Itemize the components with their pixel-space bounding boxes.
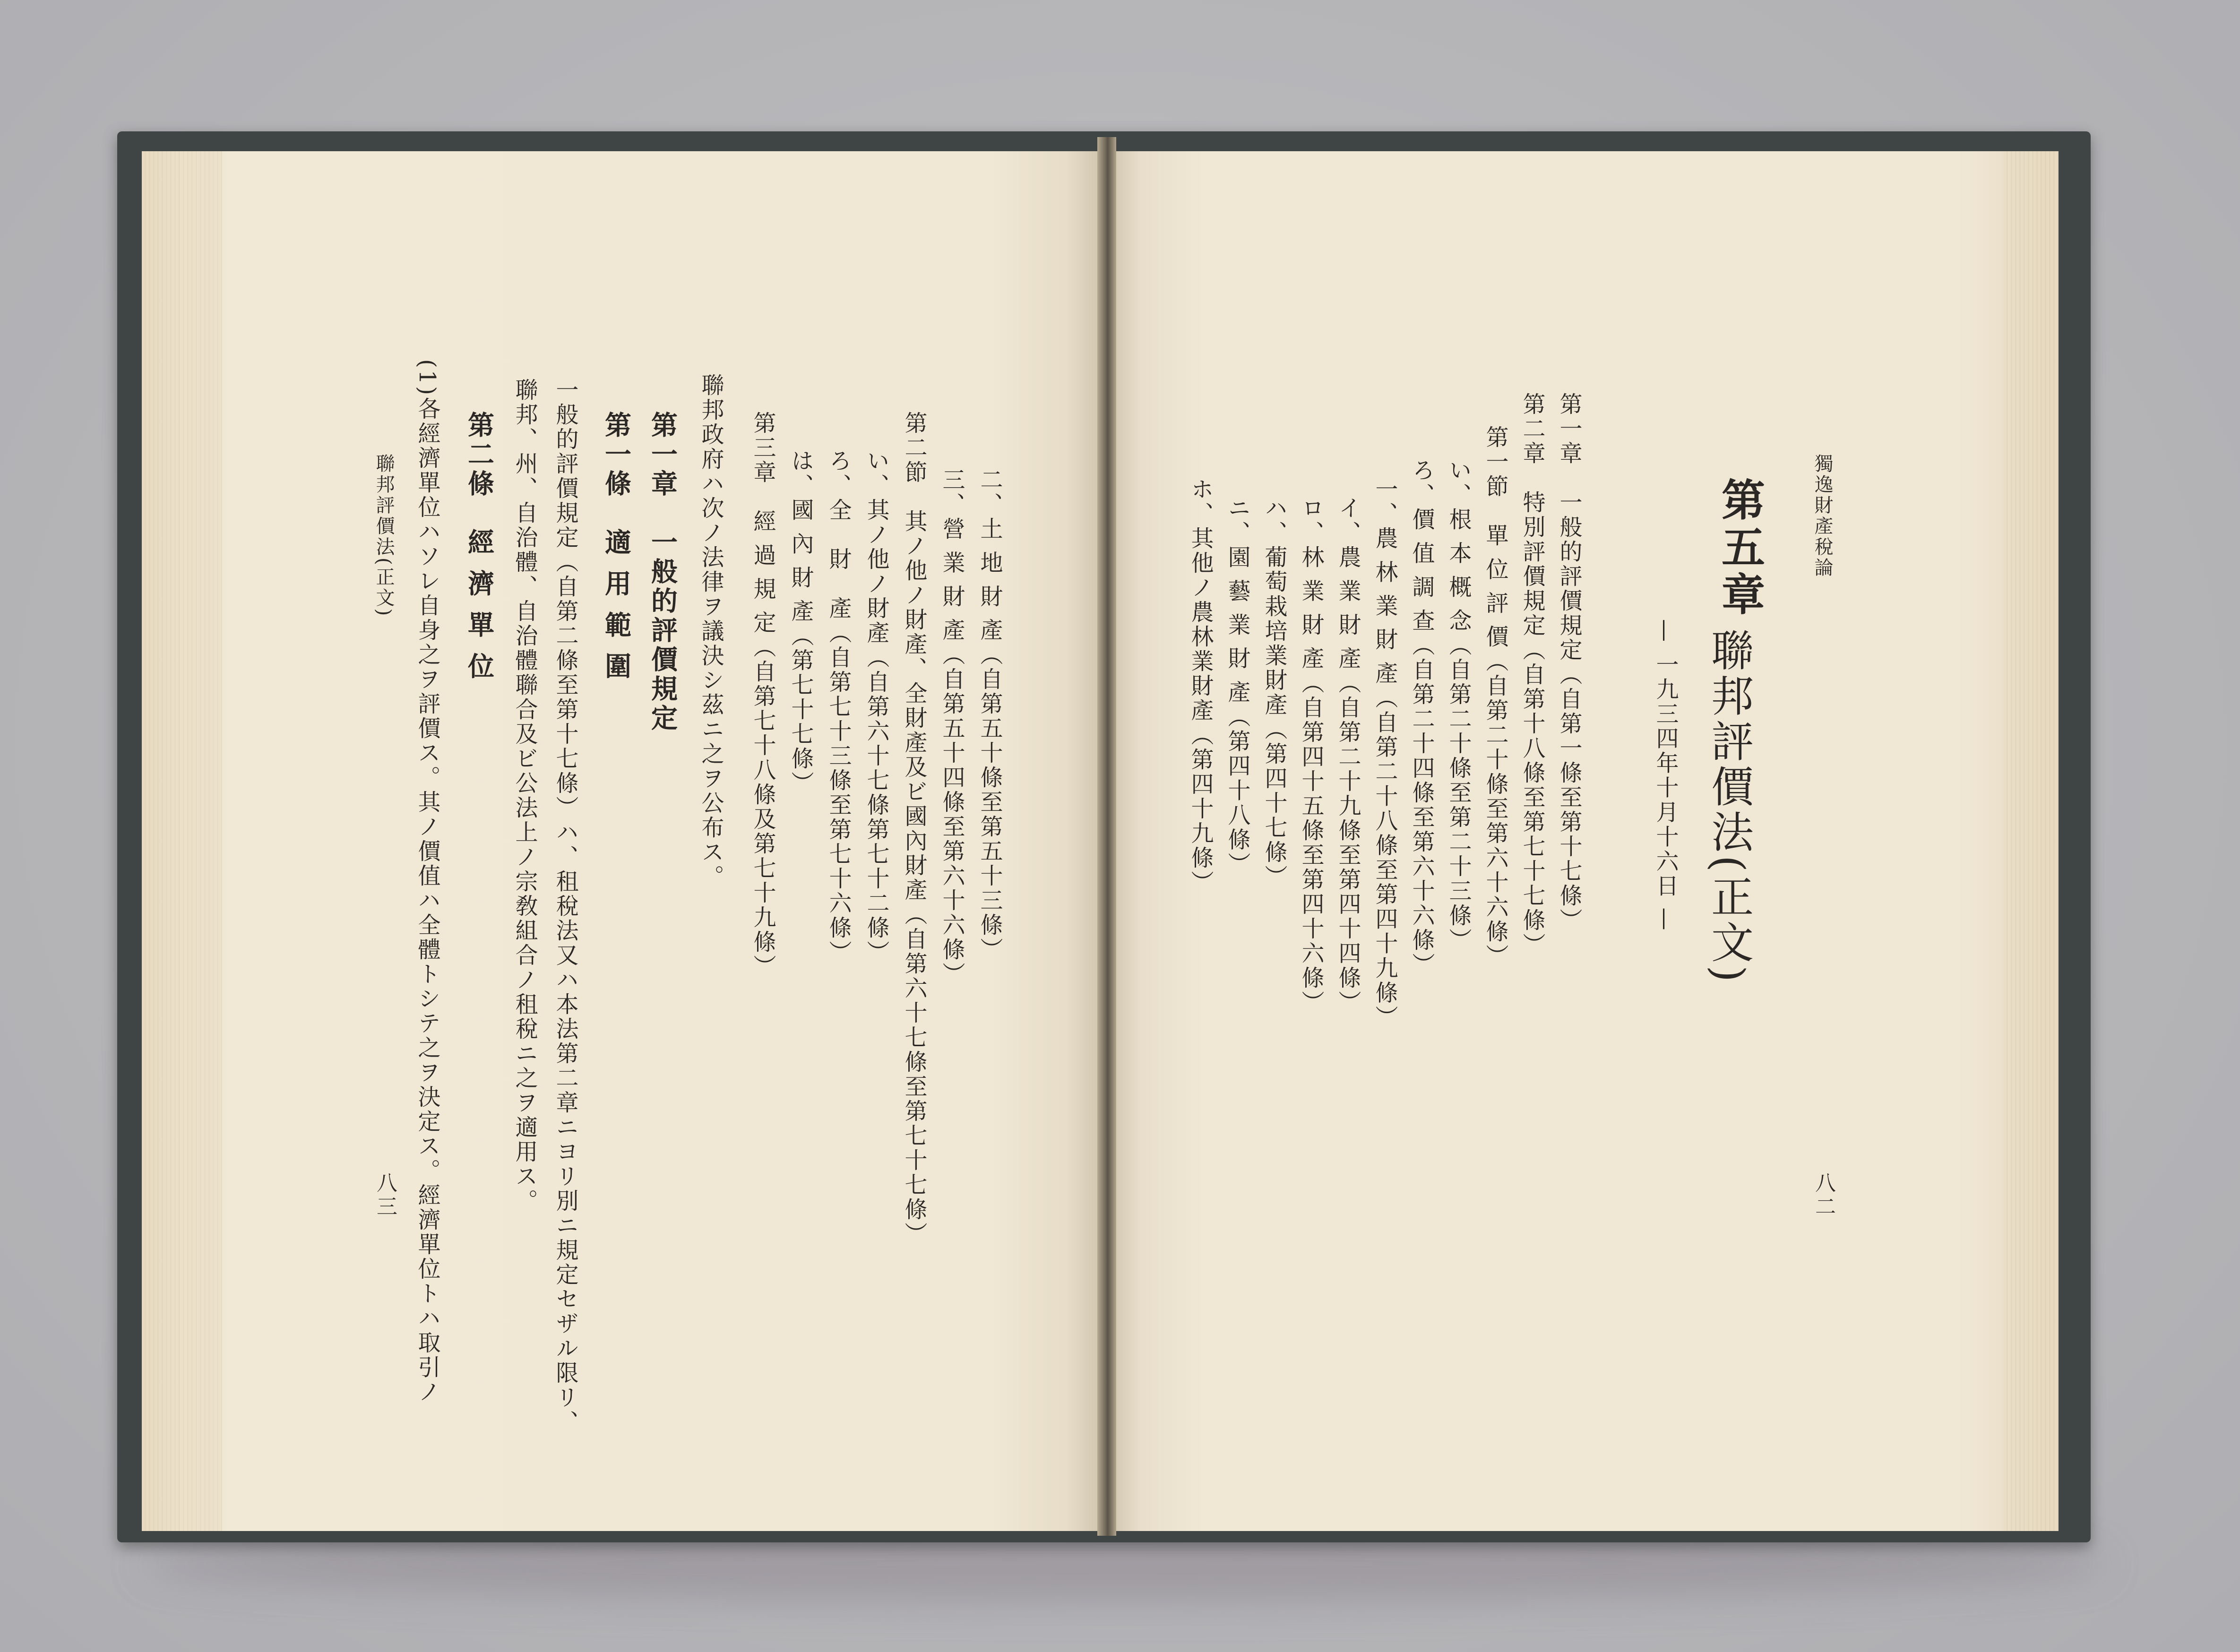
enactment-date: — 一九三四年十月十六日 — — [1652, 619, 1679, 932]
chapter-number: 第五章 — [1714, 477, 1766, 619]
toc-line-7: イ、農 業 財 產（自第二十九條至第四十四條） — [1335, 496, 1361, 1015]
toc-line-5: ろ、價 值 調 查（自第二十四條至第六十六條） — [1408, 458, 1435, 977]
toc-line-17: は、國 內 財 產（第七十七條） — [787, 449, 814, 796]
toc-line-4: い、根 本 概 念（自第二十條至第二十三條） — [1445, 458, 1472, 953]
article-1-text-line-1: 一般的評價規定（自第二條至第十七條）ハ、租稅法又ハ本法第二章ニヨリ別ニ規定セザル限リ、 — [552, 378, 578, 1435]
toc-line-11: ホ、其他ノ農林業財產（第四十九條） — [1187, 477, 1214, 895]
toc-line-6: 一、農 林 業 財 產（自第二十八條至第四十九條） — [1371, 477, 1398, 1030]
left-page-edges — [142, 151, 222, 1531]
article-2-heading: 第二條 經 濟 單 位 — [464, 411, 495, 682]
right-page-edges — [2004, 151, 2059, 1531]
chapter-title: 聯邦評價法(正文) — [1704, 628, 1753, 985]
toc-line-10: ニ、園 藝 業 財 產（第四十八條） — [1224, 496, 1250, 877]
toc-line-2: 第二章 特別評價規定（自第十八條至第七十七條） — [1519, 392, 1545, 957]
page-number-left: 八三 — [373, 1172, 397, 1219]
article-1-heading: 第一條 適 用 範 圍 — [601, 411, 632, 682]
running-foot: 聯邦評價法(正文) — [373, 454, 395, 618]
chapter-1-heading: 第一章 一般的評價規定 — [647, 411, 678, 733]
toc-line-9: ハ、葡萄栽培業財產（第四十七條） — [1261, 496, 1287, 889]
toc-line-3: 第一節 單 位 評 價（自第二十條至第六十六條） — [1482, 425, 1508, 969]
enactment-clause: 聯邦政府ハ次ノ法律ヲ議決シ茲ニ之ヲ公布ス。 — [698, 373, 724, 889]
paragraph-mark: (1) — [414, 359, 440, 397]
toc-line-8: ロ、林 業 財 產（自第四十五條至第四十六條） — [1298, 496, 1324, 1015]
toc-line-15: い、其ノ他ノ財產（自第六十七條第七十二條） — [863, 449, 889, 965]
running-head: 獨逸財產稅論 — [1811, 454, 1833, 578]
toc-line-18: 第三章 經 過 規 定（自第七十八條及第七十九條） — [750, 411, 776, 979]
toc-line-16: ろ、全 財 產（自第七十三條至第七十六條） — [825, 449, 852, 965]
page-number-right: 八二 — [1811, 1172, 1835, 1219]
article-2-text-line-1: 各經濟單位ハソレ自身之ヲ評價ス。其ノ價值ハ全體トシテ之ヲ決定ス。經濟單位トハ取引ノ — [414, 397, 440, 1404]
book-gutter — [1097, 137, 1116, 1536]
toc-line-14: 第二節 其ノ他ノ財產、全財產及ビ國內財產（自第六十七條至第七十七條） — [901, 411, 927, 1247]
toc-line-12: 二、土 地 財 產（自第五十條至第五十三條） — [976, 468, 1003, 962]
toc-line-1: 第一章 一般的評價規定（自第一條至第十七條） — [1556, 392, 1582, 933]
toc-line-13: 三、營 業 財 產（自第五十四條至第六十六條） — [939, 468, 965, 987]
article-1-text-line-2: 聯邦、州、自治體、自治體聯合及ビ公法上ノ宗敎組合ノ租稅ニ之ヲ適用ス。 — [511, 378, 538, 1213]
